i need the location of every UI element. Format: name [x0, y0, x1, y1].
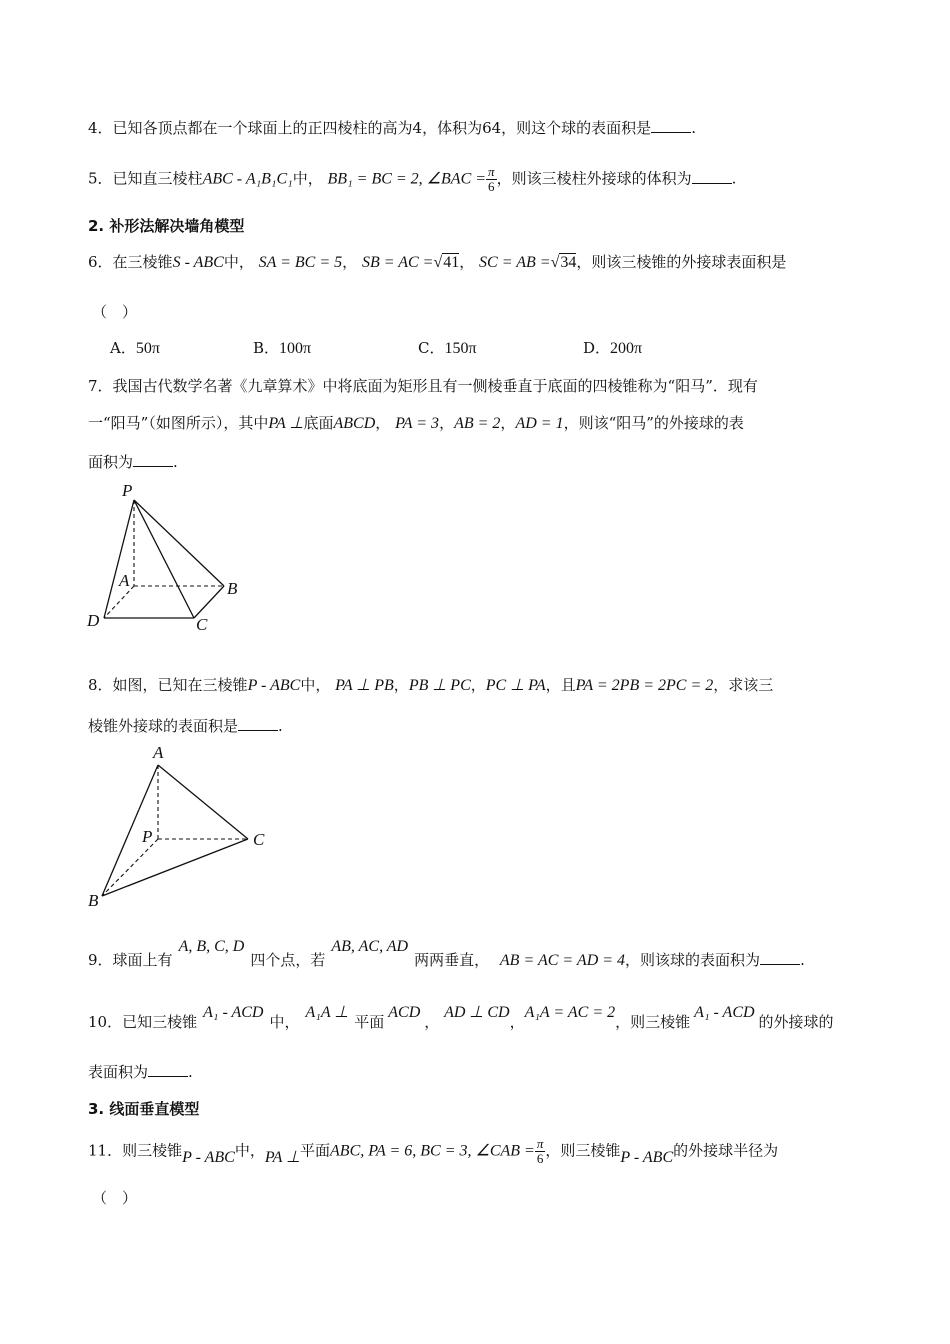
question-7-line-3: 面积为 .: [88, 453, 178, 471]
option-c[interactable]: C．150π: [418, 339, 477, 357]
question-4: 4．已知各顶点都在一个球面上的正四棱柱的高为4，体积为64，则这个球的表面积是 .: [88, 119, 696, 137]
label-C: C: [196, 615, 208, 634]
question-10-line-1: 10．已知三棱锥A₁ - ACD中，A₁A ⊥平面ACD， AD ⊥ CD，A₁A = AC = 2，则三棱锥A₁ - ACD的外接球的: [88, 1004, 834, 1031]
question-7-line-1: 7．我国古代数学名著《九章算术》中将底面为矩形且有一侧棱垂直于底面的四棱锥称为“阳马”．现有: [88, 377, 758, 395]
question-8-line-2: 棱锥外接球的表面积是 .: [88, 717, 283, 735]
option-a[interactable]: A．50π: [110, 339, 160, 357]
question-10-line-2: 表面积为 .: [88, 1063, 193, 1081]
answer-blank: [651, 118, 691, 133]
label-B: B: [88, 891, 99, 910]
question-6-paren: （ ）: [92, 303, 138, 321]
question-6: 6．在三棱锥S - ABC中， SA = BC = 5， SB = AC =√41， SC = AB =√34，则该三棱锥的外接球表面积是: [88, 253, 787, 271]
fraction-pi-6: $\frac{\pi}{6}$: [536, 1136, 544, 1166]
question-11: 11．则三棱锥P - ABC中，PA ⊥平面ABC, PA = 6, BC = 3, ∠CAB = $\frac{\pi}{6}$ ，则三棱锥P - ABC的外接球半径为: [88, 1136, 779, 1166]
label-P: P: [122, 481, 133, 500]
fraction-pi-6: $\frac{\pi}{6}$: [488, 164, 495, 194]
answer-blank: [148, 1062, 188, 1077]
section-heading-2: 2. 补形法解决墙角模型: [88, 217, 245, 235]
label-A: A: [153, 743, 164, 762]
label-P: P: [142, 827, 153, 846]
answer-blank: [692, 169, 732, 184]
label-D: D: [87, 611, 100, 630]
question-9: 9．球面上有A, B, C, D四个点，若AB, AC, AD两两垂直， AB = AC = AD = 4，则该球的表面积为 .: [88, 938, 805, 969]
question-11-paren: （ ）: [92, 1189, 138, 1207]
answer-blank: [760, 950, 800, 965]
section-heading-3: 3. 线面垂直模型: [88, 1100, 200, 1118]
label-C: C: [253, 830, 265, 849]
question-5: 5．已知直三棱柱ABC - A₁B₁C₁中， BB₁ = BC = 2, ∠BAC = $\frac{\pi}{6}$ ，则该三棱柱外接球的体积为 .: [88, 164, 737, 194]
option-b[interactable]: B．100π: [253, 339, 312, 357]
label-B: B: [227, 579, 238, 598]
tetrahedron-figure-8: [82, 740, 282, 915]
pyramid-figure-yangma: [82, 478, 252, 638]
question-8-line-1: 8．如图，已知在三棱锥P - ABC中， PA ⊥ PB，PB ⊥ PC，PC ⊥ PA，且PA = 2PB = 2PC = 2，求该三: [88, 676, 774, 694]
question-7-line-2: 一“阳马”（如图所示），其中PA ⊥底面ABCD， PA = 3，AB = 2，AD = 1，则该“阳马”的外接球的表: [88, 414, 744, 432]
label-A: A: [119, 571, 130, 590]
answer-blank: [238, 716, 278, 731]
option-d[interactable]: D．200π: [583, 339, 643, 357]
answer-blank: [133, 452, 173, 467]
